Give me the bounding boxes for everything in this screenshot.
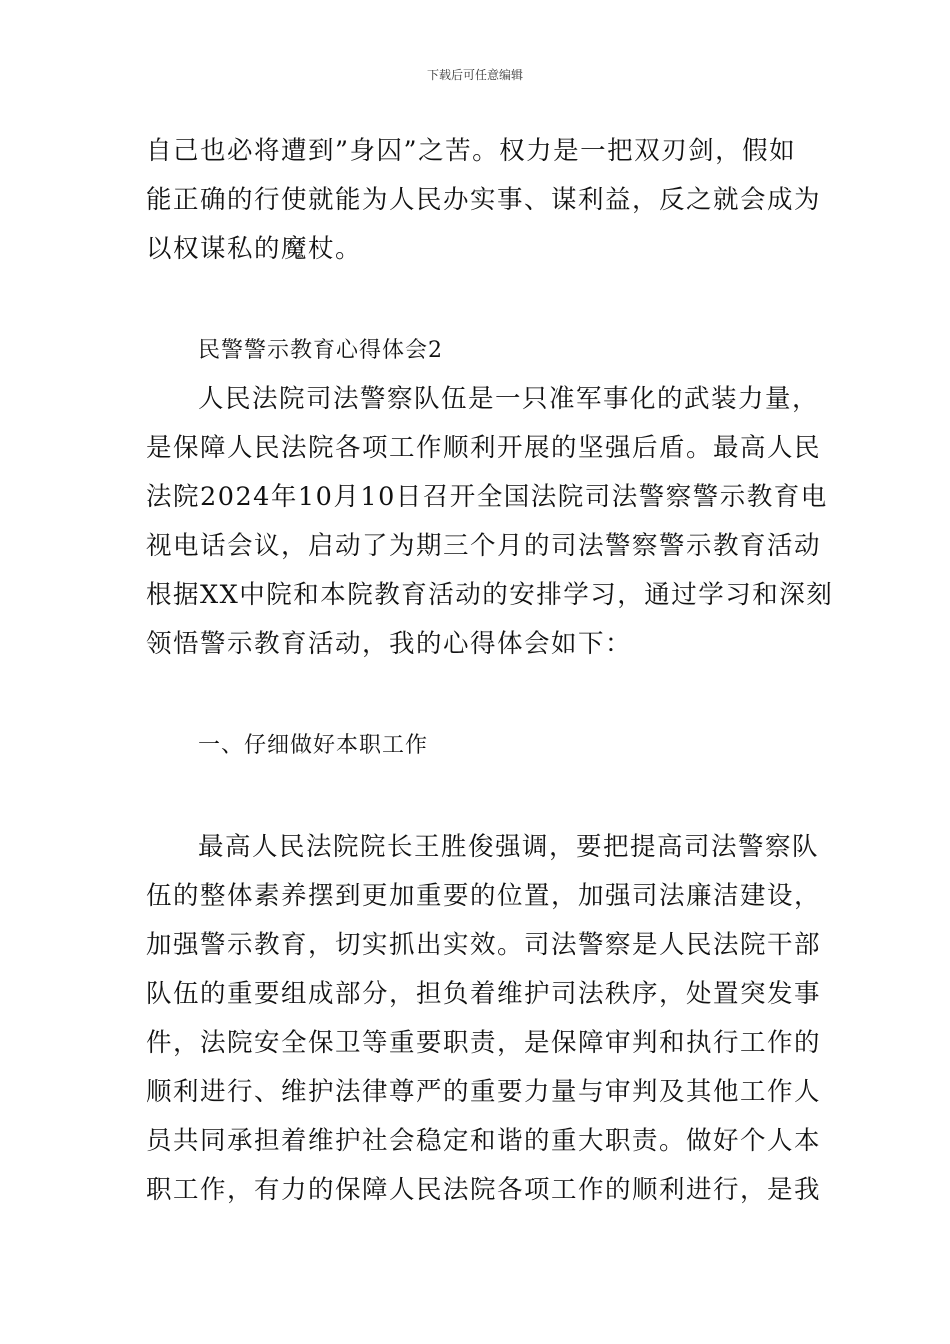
page-header: 下载后可任意编辑 — [426, 68, 523, 82]
subheading: 一、仔细做好本职工作 — [198, 733, 429, 758]
paragraph3-line: 件，法院安全保卫等重要职责，是保障审判和执行工作的 — [146, 1028, 822, 1058]
paragraph2-line: 视电话会议，启动了为期三个月的司法警察警示教育活动 — [146, 531, 822, 561]
paragraph3-line: 最高人民法院院长王胜俊强调，要把提高司法警察队 — [198, 832, 820, 862]
paragraph1-line: 能正确的行使就能为人民办实事、谋利益，反之就会成为 — [146, 185, 822, 215]
paragraph2-line: 根据XX中院和本院教育活动的安排学习，通过学习和深刻 — [146, 580, 834, 610]
paragraph2-line: 人民法院司法警察队伍是一只准军事化的武装力量， — [198, 384, 820, 414]
paragraph2-line: 法院2024年10月10日召开全国法院司法警察警示教育电 — [146, 482, 828, 512]
paragraph3-line: 伍的整体素养摆到更加重要的位置，加强司法廉洁建设， — [146, 881, 822, 911]
paragraph1-line: 自己也必将遭到”身囚”之苦。权力是一把双刃剑，假如 — [146, 136, 797, 166]
paragraph3-line: 顺利进行、维护法律尊严的重要力量与审判及其他工作人 — [146, 1077, 822, 1107]
paragraph3-line: 加强警示教育，切实抓出实效。司法警察是人民法院干部 — [146, 930, 822, 960]
section-title: 民警警示教育心得体会2 — [198, 338, 443, 363]
paragraph3-line: 队伍的重要组成部分，担负着维护司法秩序，处置突发事 — [146, 979, 822, 1009]
paragraph2-line: 领悟警示教育活动，我的心得体会如下： — [146, 629, 633, 659]
paragraph3-line: 职工作，有力的保障人民法院各项工作的顺利进行，是我 — [146, 1175, 822, 1205]
paragraph2-line: 是保障人民法院各项工作顺利开展的坚强后盾。最高人民 — [146, 433, 822, 463]
paragraph1-line: 以权谋私的魔杖。 — [146, 234, 363, 264]
paragraph3-line: 员共同承担着维护社会稳定和谐的重大职责。做好个人本 — [146, 1126, 822, 1156]
